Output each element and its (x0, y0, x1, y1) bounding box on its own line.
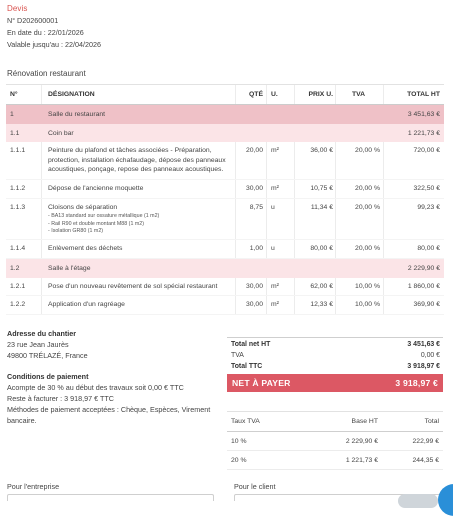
total-vat-row (227, 350, 443, 361)
row-unit-price: 10,75 € (295, 179, 336, 198)
table-row (6, 240, 444, 259)
column-header-quantity: QTÉ (236, 85, 267, 105)
row-unit-price: 12,33 € (295, 296, 336, 315)
row-vat: 20,00 % (336, 142, 384, 179)
row-detail-item: - Rail R90 et double montant M88 (1 m2) (48, 220, 144, 227)
section-row (6, 105, 444, 124)
quote-lines-table (6, 84, 444, 315)
row-number: 1 (6, 105, 42, 124)
vat-breakdown-table (227, 411, 443, 470)
vat-row (227, 451, 443, 470)
table-row (6, 278, 444, 296)
row-unit: m² (267, 142, 295, 179)
client-signature-label: Pour le client (234, 482, 276, 491)
document-date: En date du : 22/01/2026 (7, 28, 84, 37)
row-vat: 10,00 % (336, 296, 384, 315)
project-title: Rénovation restaurant (7, 69, 86, 78)
row-total: 1 860,00 € (384, 278, 445, 296)
row-vat: 20,00 % (336, 240, 384, 259)
row-number: 1.1.4 (6, 240, 42, 259)
site-city: 49800 TRÉLAZÉ, France (7, 351, 88, 360)
column-header-designation: DÉSIGNATION (42, 85, 236, 105)
row-unit: m² (267, 296, 295, 315)
document-type: Devis (7, 4, 28, 13)
column-header-unit-price: PRIX U. (295, 85, 336, 105)
column-header-number: N° (6, 85, 42, 105)
table-row (6, 198, 444, 240)
row-designation: Peinture du plafond et tâches associées - Préparation, protection, installation échafaudage, dépose des panneaux acoustiques, ponçage, repose des panneaux acoustiques. (42, 142, 236, 179)
row-number: 1.2.2 (6, 296, 42, 315)
row-unit-price: 36,00 € (295, 142, 336, 179)
row-designation: Enlèvement des déchets (42, 240, 236, 259)
row-designation-cell (42, 198, 236, 240)
document-number: N° D202600001 (7, 16, 59, 25)
total-net-ht-value: 3 451,63 € (407, 340, 440, 348)
totals-box (227, 337, 443, 392)
row-total: 322,50 € (384, 179, 445, 198)
row-quantity: 1,00 (236, 240, 267, 259)
total-vat-label: TVA (231, 352, 244, 359)
row-unit: m² (267, 278, 295, 296)
row-unit-price: 11,34 € (295, 198, 336, 240)
table-row (6, 142, 444, 179)
column-header-unit: U. (267, 85, 295, 105)
vat-total: 222,99 € (382, 432, 443, 451)
row-total: 3 451,63 € (384, 105, 445, 124)
site-street: 23 rue Jean Jaurès (7, 340, 69, 349)
row-details (48, 213, 231, 235)
row-quantity: 20,00 (236, 142, 267, 179)
floating-action-button[interactable] (438, 484, 453, 516)
total-net-ht-label: Total net HT (231, 340, 271, 348)
row-number: 1.2.1 (6, 278, 42, 296)
net-to-pay-label: NET À PAYER (232, 378, 291, 388)
total-ttc-value: 3 918,97 € (407, 363, 440, 370)
row-vat: 20,00 % (336, 179, 384, 198)
vat-column-rate: Taux TVA (227, 412, 292, 432)
vat-total: 244,35 € (382, 451, 443, 470)
vat-rate: 10 % (227, 432, 292, 451)
row-number: 1.1 (6, 124, 42, 143)
total-vat-value: 0,00 € (420, 352, 440, 359)
table-row (6, 179, 444, 198)
row-detail-item: - Isolation GR80 (1 m2) (48, 227, 104, 234)
row-designation: Dépose de l'ancienne moquette (42, 179, 236, 198)
row-designation: Application d'un ragréage (42, 296, 236, 315)
row-designation: Cloisons de séparation (48, 203, 118, 211)
vat-column-base: Base HT (292, 412, 382, 432)
net-to-pay-value: 3 918,97 € (395, 378, 438, 388)
row-designation: Salle du restaurant (42, 105, 384, 124)
row-quantity: 8,75 (236, 198, 267, 240)
payment-conditions-block (7, 371, 229, 426)
subsection-row (6, 124, 444, 143)
payment-conditions-label: Conditions de paiement (7, 372, 89, 381)
vat-base: 1 221,73 € (292, 451, 382, 470)
row-unit-price: 80,00 € (295, 240, 336, 259)
row-quantity: 30,00 (236, 278, 267, 296)
row-detail-item: - BA13 standard sur ossature métallique (1 m2) (48, 213, 160, 220)
total-ttc-label: Total TTC (231, 363, 263, 370)
validity-date: Valable jusqu'au : 22/04/2026 (7, 40, 101, 49)
column-header-vat: TVA (336, 85, 384, 105)
secondary-action-button[interactable] (398, 494, 438, 508)
row-total: 1 221,73 € (384, 124, 445, 143)
vat-header-row (227, 412, 443, 432)
total-net-ht-row (227, 337, 443, 350)
row-total: 2 229,90 € (384, 258, 445, 277)
row-quantity: 30,00 (236, 296, 267, 315)
payment-methods: Méthodes de paiement acceptées : Chèque, Espèces, Virement bancaire. (7, 405, 211, 425)
vat-column-total: Total (382, 412, 443, 432)
payment-deposit: Acompte de 30 % au début des travaux soit 0,00 € TTC (7, 383, 184, 392)
row-designation: Coin bar (42, 124, 384, 143)
row-total: 720,00 € (384, 142, 445, 179)
vat-rate: 20 % (227, 451, 292, 470)
vat-base: 2 229,90 € (292, 432, 382, 451)
column-header-total: TOTAL HT (384, 85, 445, 105)
row-unit: u (267, 240, 295, 259)
total-ttc-row (227, 361, 443, 372)
row-total: 369,90 € (384, 296, 445, 315)
table-row (6, 296, 444, 315)
company-signature-label: Pour l'entreprise (7, 482, 60, 491)
row-number: 1.1.3 (6, 198, 42, 240)
row-vat: 20,00 % (336, 198, 384, 240)
row-total: 99,23 € (384, 198, 445, 240)
payment-remaining: Reste à facturer : 3 918,97 € TTC (7, 394, 114, 403)
site-address-block (7, 328, 88, 361)
row-designation: Salle à l'étage (42, 258, 384, 277)
subsection-row (6, 258, 444, 277)
table-header-row (6, 85, 444, 105)
row-number: 1.1.1 (6, 142, 42, 179)
row-number: 1.1.2 (6, 179, 42, 198)
site-address-label: Adresse du chantier (7, 329, 77, 338)
row-number: 1.2 (6, 258, 42, 277)
net-to-pay-banner (227, 374, 443, 392)
vat-row (227, 432, 443, 451)
row-unit-price: 62,00 € (295, 278, 336, 296)
row-unit: u (267, 198, 295, 240)
row-quantity: 30,00 (236, 179, 267, 198)
row-total: 80,00 € (384, 240, 445, 259)
row-vat: 10,00 % (336, 278, 384, 296)
row-designation: Pose d'un nouveau revêtement de sol spécial restaurant (42, 278, 236, 296)
row-unit: m² (267, 179, 295, 198)
